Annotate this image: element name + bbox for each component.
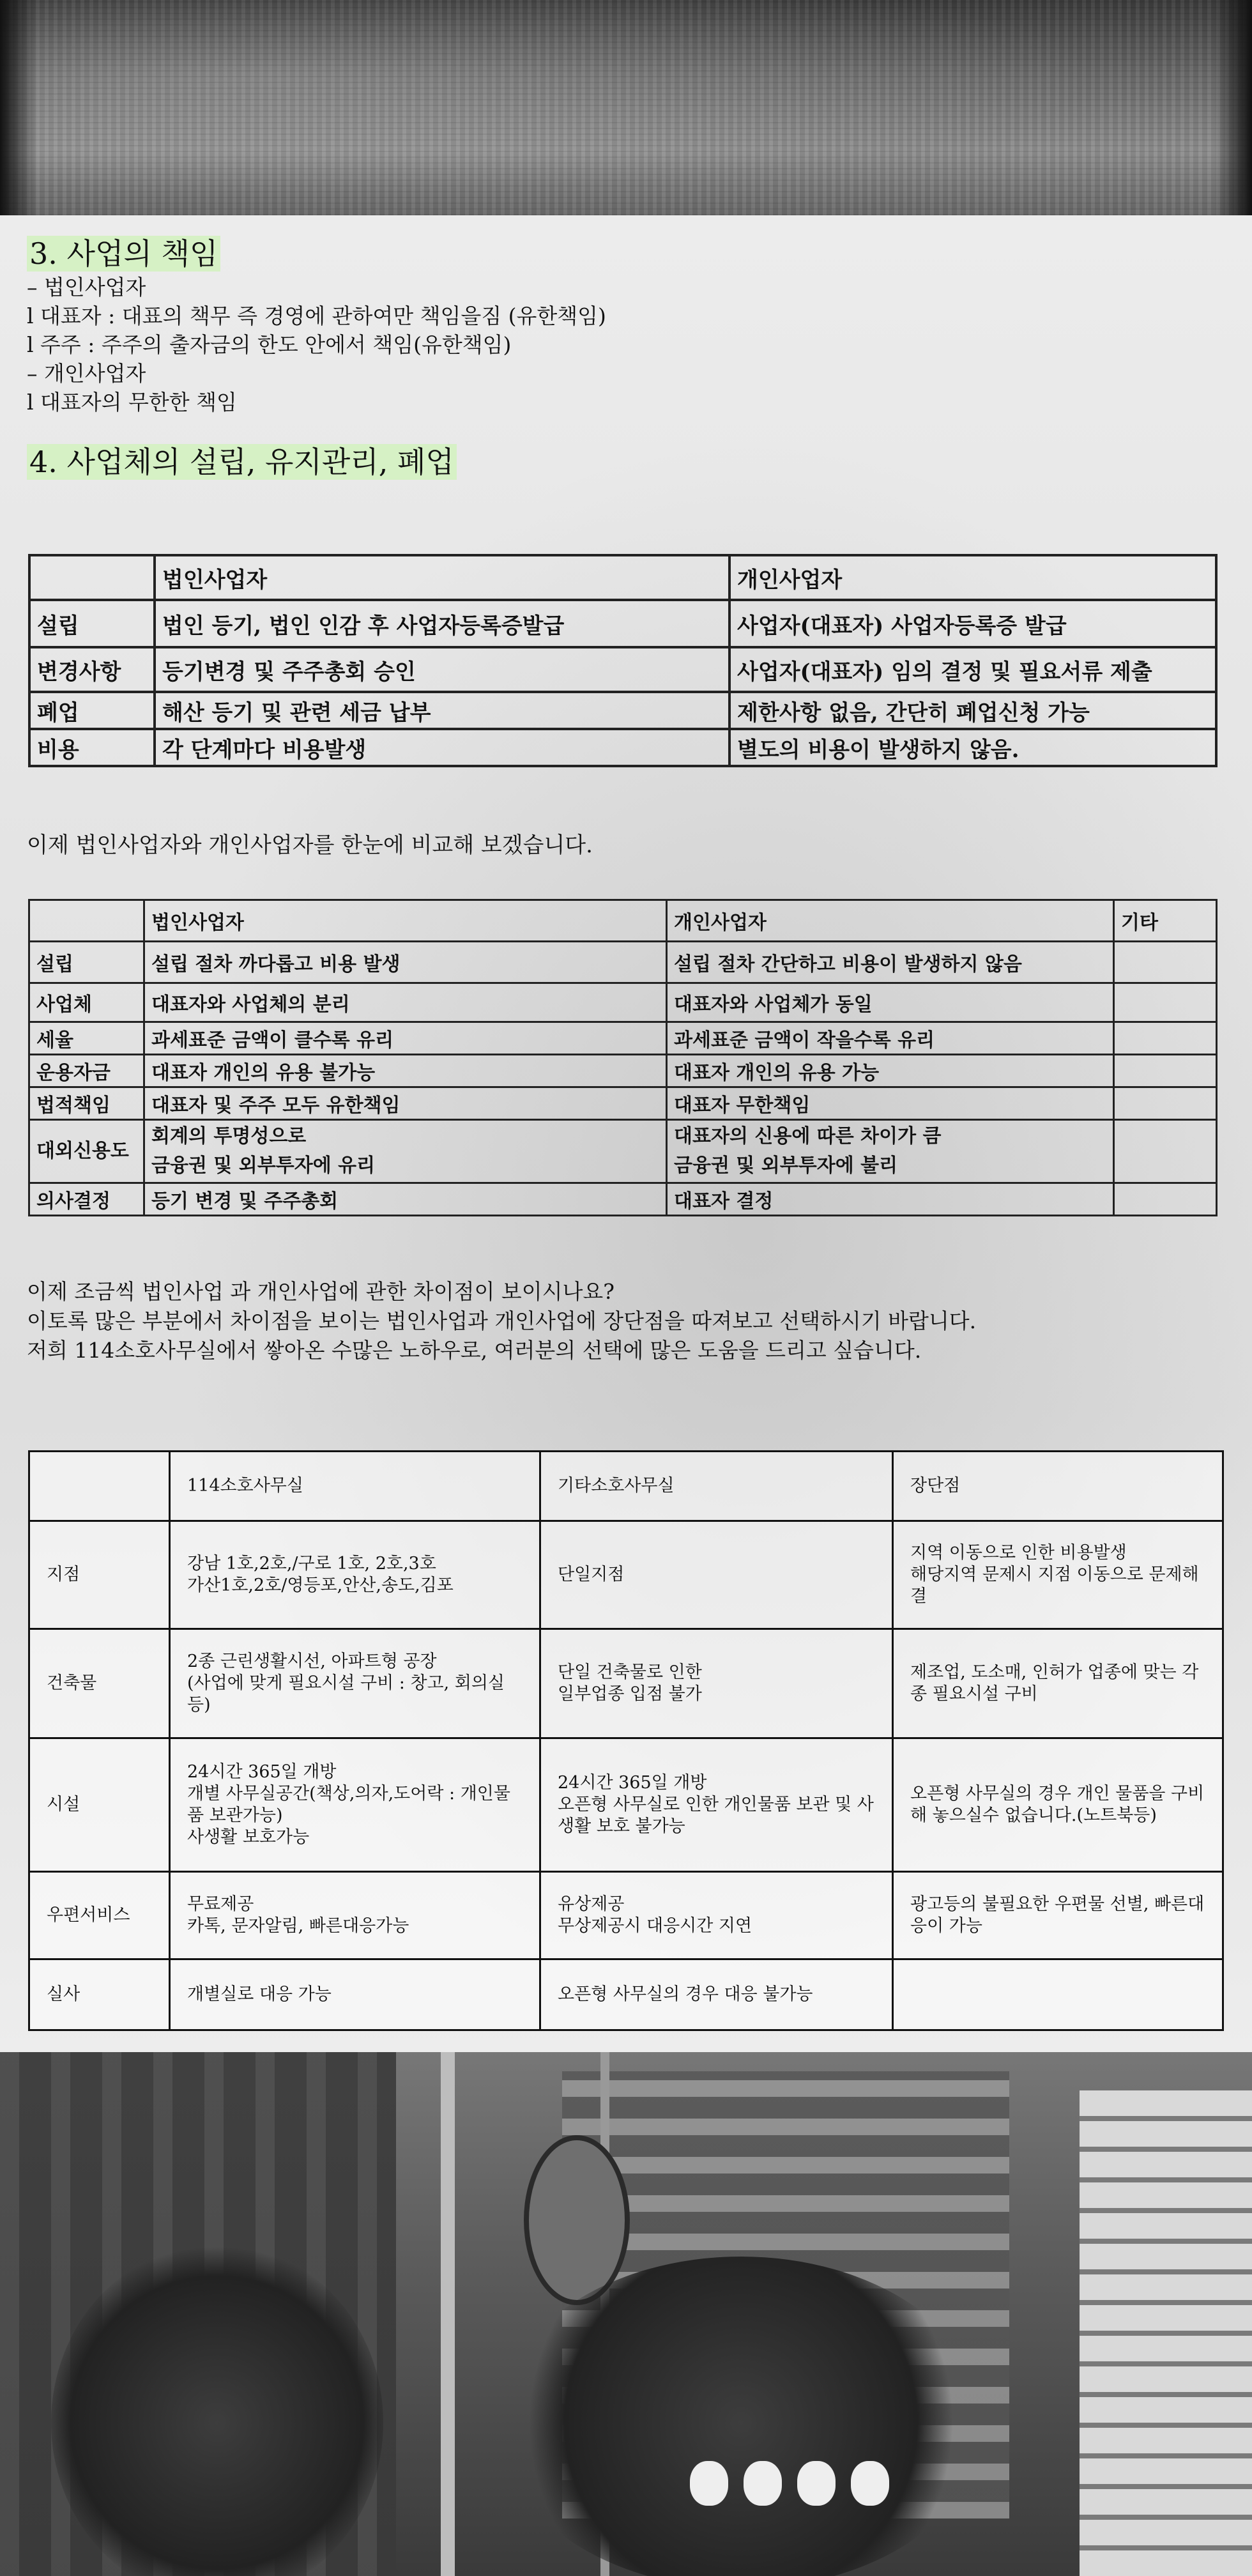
table-cell: 2종 근린생활시선, 아파트형 공장 (사업에 맞게 필요시설 구비 : 창고, 회의실 등)	[170, 1629, 540, 1738]
table-cell: 법적책임	[29, 1087, 144, 1120]
section-3-heading: 3. 사업의 책임	[27, 236, 220, 272]
lanterns	[690, 2461, 905, 2508]
table-cell: 회계의 투명성으로 금융권 및 외부투자에 유리	[144, 1120, 667, 1183]
table-cell: 폐업	[29, 692, 155, 729]
table-row	[29, 1183, 1217, 1216]
table-cell: 대표자 개인의 유용 가능	[667, 1055, 1114, 1087]
table-cell: 대표자 무한책임	[667, 1087, 1114, 1120]
table-row	[29, 647, 1216, 692]
table-cell: 대외신용도	[29, 1120, 144, 1183]
table-cell: 설립	[29, 942, 144, 983]
utility-pole	[441, 2052, 455, 2576]
table-cell: 과세표준 금액이 클수록 유리	[144, 1022, 667, 1055]
table-cell: 대표자와 사업체의 분리	[144, 983, 667, 1022]
table-row	[29, 900, 1217, 942]
table-cell: 대표자와 사업체가 동일	[667, 983, 1114, 1022]
table-row	[29, 1022, 1217, 1055]
table-header-cell: 114소호사무실	[170, 1452, 540, 1521]
section-3-line: – 개인사업자	[27, 361, 146, 386]
table-header-cell	[29, 555, 155, 600]
table-cell	[1114, 1183, 1217, 1216]
summary-line: 저희 114소호사무실에서 쌓아온 수많은 노하우로, 여러분의 선택에 많은 도움을 드리고 싶습니다.	[27, 1338, 922, 1363]
table-row	[29, 692, 1216, 729]
table-cell: 시설	[29, 1738, 170, 1872]
table-cell	[1114, 983, 1217, 1022]
table-cell: 광고등의 불필요한 우편물 선별, 빠른대응이 가능	[893, 1872, 1223, 1959]
header-photo	[0, 0, 1252, 215]
tree	[498, 2257, 984, 2576]
table-header-cell	[29, 1452, 170, 1521]
table-row	[29, 983, 1217, 1022]
summary-paragraph	[27, 1277, 976, 1365]
table-cell: 지점	[29, 1521, 170, 1629]
table-cell: 등기변경 및 주주총회 승인	[155, 647, 729, 692]
table-cell: 유상제공 무상제공시 대응시간 지연	[540, 1872, 893, 1959]
office-comparison-table	[28, 1450, 1224, 2031]
table-cell: 세율	[29, 1022, 144, 1055]
table-cell: 지역 이동으로 인한 비용발생 해당지역 문제시 지점 이동으로 문제해결	[893, 1521, 1223, 1629]
table-cell: 각 단계마다 비용발생	[155, 729, 729, 766]
table-row	[29, 1452, 1223, 1521]
table-cell	[893, 1959, 1223, 2030]
table-cell: 의사결정	[29, 1183, 144, 1216]
table-cell: 오픈형 사무실의 경우 개인 물품을 구비해 놓으실수 없습니다.(노트북등)	[893, 1738, 1223, 1872]
table-cell: 대표자의 신용에 따른 차이가 큼 금융권 및 외부투자에 불리	[667, 1120, 1114, 1183]
table-cell: 해산 등기 및 관련 세금 납부	[155, 692, 729, 729]
table-cell	[1114, 942, 1217, 983]
building-right	[1080, 2090, 1252, 2576]
table-header-cell: 법인사업자	[144, 900, 667, 942]
table-cell: 건축물	[29, 1629, 170, 1738]
table-cell: 사업자(대표자) 임의 결정 및 필요서류 제출	[729, 647, 1216, 692]
table-cell: 설립 절차 간단하고 비용이 발생하지 않음	[667, 942, 1114, 983]
summary-line: 이토록 많은 부분에서 차이점을 보이는 법인사업과 개인사업에 장단점을 따져보고 선택하시기 바랍니다.	[27, 1308, 977, 1333]
table-cell	[1114, 1055, 1217, 1087]
summary-line: 이제 조금씩 법인사업 과 개인사업에 관한 차이점이 보이시나요?	[27, 1279, 615, 1304]
table-cell: 실사	[29, 1959, 170, 2030]
table-cell: 24시간 365일 개방 개별 사무실공간(책상,의자,도어락 : 개인물품 보관가능) 사생활 보호가능	[170, 1738, 540, 1872]
table-cell: 단일 건축물로 인한 일부업종 입점 불가	[540, 1629, 893, 1738]
table-row	[29, 1087, 1217, 1120]
table-row	[29, 942, 1217, 983]
table-cell	[1114, 1022, 1217, 1055]
round-sign	[524, 2135, 630, 2305]
comparison-table	[28, 899, 1218, 1216]
table-cell: 우편서비스	[29, 1872, 170, 1959]
section-3-line: l 대표자의 무한한 책임	[27, 390, 237, 415]
table-header-cell: 기타	[1114, 900, 1217, 942]
establishment-table	[28, 554, 1218, 767]
table-cell: 등기 변경 및 주주총회	[144, 1183, 667, 1216]
street-photo	[0, 2052, 1252, 2576]
table-header-cell: 기타소호사무실	[540, 1452, 893, 1521]
table-cell: 개별실로 대응 가능	[170, 1959, 540, 2030]
table-cell	[1114, 1120, 1217, 1183]
table-cell: 강남 1호,2호,/구로 1호, 2호,3호 가산1호,2호/영등포,안산,송도,김포	[170, 1521, 540, 1629]
table-cell: 대표자 및 주주 모두 유한책임	[144, 1087, 667, 1120]
table-cell: 제조업, 도소매, 인허가 업종에 맞는 각종 필요시설 구비	[893, 1629, 1223, 1738]
content-panel	[0, 215, 1252, 2052]
section-3-lines	[27, 273, 606, 417]
table-cell	[1114, 1087, 1217, 1120]
table-cell: 대표자 결정	[667, 1183, 1114, 1216]
table-cell: 운용자금	[29, 1055, 144, 1087]
section-4-heading: 4. 사업체의 설립, 유지관리, 폐업	[27, 444, 457, 480]
table-cell: 별도의 비용이 발생하지 않음.	[729, 729, 1216, 766]
table-row	[29, 1055, 1217, 1087]
table-cell: 사업체	[29, 983, 144, 1022]
table-header-cell	[29, 900, 144, 942]
table-cell: 제한사항 없음, 간단히 폐업신청 가능	[729, 692, 1216, 729]
table-cell: 과세표준 금액이 작을수록 유리	[667, 1022, 1114, 1055]
table-row	[29, 1738, 1223, 1872]
table-header-cell: 개인사업자	[667, 900, 1114, 942]
table-row	[29, 1120, 1217, 1183]
table-cell: 사업자(대표자) 사업자등록증 발급	[729, 600, 1216, 647]
table-header-cell: 장단점	[893, 1452, 1223, 1521]
table-cell: 비용	[29, 729, 155, 766]
section-3-line: – 법인사업자	[27, 275, 146, 300]
table-header-cell: 개인사업자	[729, 555, 1216, 600]
table-cell: 법인 등기, 법인 인감 후 사업자등록증발급	[155, 600, 729, 647]
table-header-cell: 법인사업자	[155, 555, 729, 600]
table-cell: 대표자 개인의 유용 불가능	[144, 1055, 667, 1087]
table-row	[29, 600, 1216, 647]
table-cell: 무료제공 카톡, 문자알림, 빠른대응가능	[170, 1872, 540, 1959]
compare-intro: 이제 법인사업자와 개인사업자를 한눈에 비교해 보겠습니다.	[27, 832, 593, 858]
table-row	[29, 1521, 1223, 1629]
table-cell: 변경사항	[29, 647, 155, 692]
table-row	[29, 555, 1216, 600]
table-row	[29, 1872, 1223, 1959]
section-3-line: l 대표자 : 대표의 책무 즉 경영에 관하여만 책임을짐 (유한책임)	[27, 303, 606, 328]
section-3-line: l 주주 : 주주의 출자금의 한도 안에서 책임(유한책임)	[27, 332, 512, 357]
table-row	[29, 1629, 1223, 1738]
table-cell: 오픈형 사무실의 경우 대응 불가능	[540, 1959, 893, 2030]
table-cell: 단일지점	[540, 1521, 893, 1629]
table-cell: 24시간 365일 개방 오픈형 사무실로 인한 개인물품 보관 및 사생활 보호 불가능	[540, 1738, 893, 1872]
table-row	[29, 1959, 1223, 2030]
table-cell: 설립	[29, 600, 155, 647]
table-cell: 설립 절차 까다롭고 비용 발생	[144, 942, 667, 983]
table-row	[29, 729, 1216, 766]
